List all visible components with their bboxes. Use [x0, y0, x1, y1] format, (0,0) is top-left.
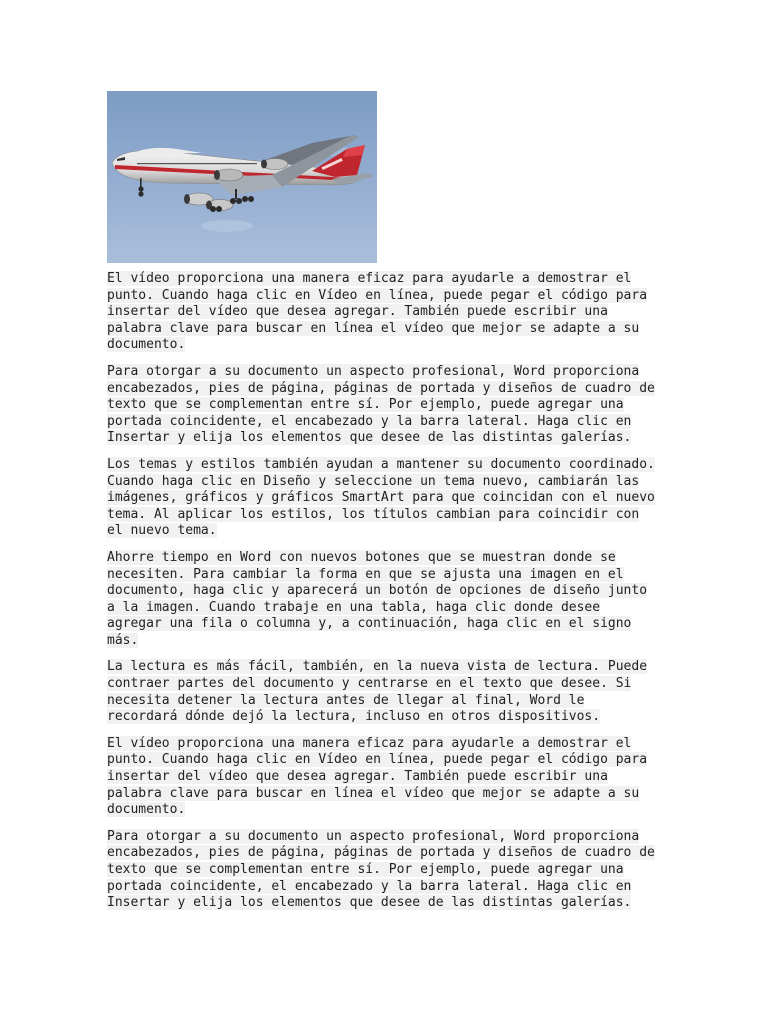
paragraph: [107, 829, 667, 912]
document-body: [107, 271, 667, 922]
paragraph-text: Para otorgar a su documento un aspecto profesional, Word proporciona encabezados, pies de página, páginas de portada y diseños de cuadro de texto que se complementan entre sí. Por ejemplo, puede agregar una portada coincidente, el encabezado y la barra lateral. Haga clic en Insertar y elija los elementos que desee de las distintas galerías.: [107, 363, 655, 446]
paragraph-text: La lectura es más fácil, también, en la nueva vista de lectura. Puede contraer partes del documento y centrarse en el texto que desee. Si necesita detener la lectura antes de llegar al final, Word le recordará dónde dejó la lectura, incluso en otros dispositivos.: [107, 659, 648, 725]
paragraph-text: Los temas y estilos también ayudan a mantener su documento coordinado. Cuando haga clic en Diseño y seleccione un tema nuevo, cambiarán las imágenes, gráficos y gráficos SmartArt para que coincidan con el nuevo tema. Al aplicar los estilos, los títulos cambian para coincidir con el nuevo tema.: [107, 456, 655, 539]
paragraph: [107, 364, 667, 447]
paragraph-text: El vídeo proporciona una manera eficaz para ayudarle a demostrar el punto. Cuando haga clic en Vídeo en línea, puede pegar el código para insertar del vídeo que desea agregar. También puede escribir una palabra clave para buscar en línea el vídeo que mejor se adapte a su documento.: [107, 735, 648, 818]
airplane-photo: [107, 91, 377, 263]
paragraph-text: Ahorre tiempo en Word con nuevos botones que se muestran donde se necesiten. Para cambiar la forma en que se ajusta una imagen en el documento, haga clic y aparecerá un botón de opciones de diseño junto a la imagen. Cuando trabaje en una tabla, haga clic donde desee agregar una fila o columna y, a continuación, haga clic en el signo más.: [107, 549, 648, 648]
paragraph: [107, 271, 667, 354]
paragraph-text: El vídeo proporciona una manera eficaz para ayudarle a demostrar el punto. Cuando haga clic en Vídeo en línea, puede pegar el código para insertar del vídeo que desea agregar. También puede escribir una palabra clave para buscar en línea el vídeo que mejor se adapte a su documento.: [107, 271, 648, 353]
paragraph: [107, 457, 667, 540]
paragraph: [107, 736, 667, 819]
paragraph: [107, 659, 667, 725]
paragraph-text: Para otorgar a su documento un aspecto profesional, Word proporciona encabezados, pies de página, páginas de portada y diseños de cuadro de texto que se complementan entre sí. Por ejemplo, puede agregar una portada coincidente, el encabezado y la barra lateral. Haga clic en Insertar y elija los elementos que desee de las distintas galerías.: [107, 828, 655, 911]
paragraph: [107, 550, 667, 650]
